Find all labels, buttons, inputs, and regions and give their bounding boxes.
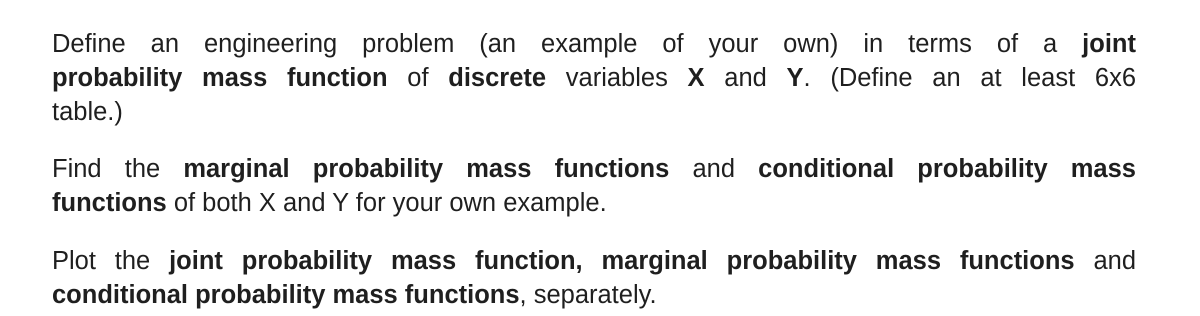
text-run-bold: conditional probability mass functions: [52, 281, 520, 309]
text-run-bold: joint: [1082, 30, 1136, 58]
text-run-bold: Y: [786, 64, 804, 92]
text-run-bold: X: [687, 64, 705, 92]
text-run: of both X and Y for your own example.: [166, 189, 607, 217]
paragraph-line: [52, 61, 1136, 95]
text-run-bold: functions: [52, 189, 167, 217]
text-run: variables: [546, 64, 688, 92]
plot-instructions-paragraph: [52, 244, 1136, 312]
problem-definition-paragraph: [52, 27, 1136, 129]
text-run: and: [704, 64, 787, 92]
text-run: and: [669, 155, 759, 183]
paragraph-line: [52, 152, 1136, 186]
text-run: Define an engineering problem (an example of your own) in terms of a: [52, 30, 1083, 58]
text-run: and: [1074, 247, 1137, 275]
text-run-bold: joint probability mass function, marginal probability mass functions: [169, 247, 1075, 275]
text-run-bold: discrete: [448, 64, 547, 92]
text-run: table.): [52, 98, 123, 126]
text-run-bold: probability mass function: [52, 64, 388, 92]
text-run-bold: marginal probability mass functions: [183, 155, 670, 183]
paragraph-line: [52, 278, 1136, 312]
text-run: Plot the: [52, 247, 170, 275]
paragraph-line: [52, 95, 1136, 129]
paragraph-line: [52, 186, 1136, 220]
text-run: of: [387, 64, 449, 92]
marginal-conditional-paragraph: [52, 152, 1136, 220]
paragraph-line: [52, 244, 1136, 278]
paragraph-line: [52, 27, 1136, 61]
text-run-bold: conditional probability mass: [758, 155, 1136, 183]
text-run: . (Define an at least 6x6: [803, 64, 1136, 92]
text-run: , separately.: [519, 281, 657, 309]
text-run: Find the: [52, 155, 184, 183]
